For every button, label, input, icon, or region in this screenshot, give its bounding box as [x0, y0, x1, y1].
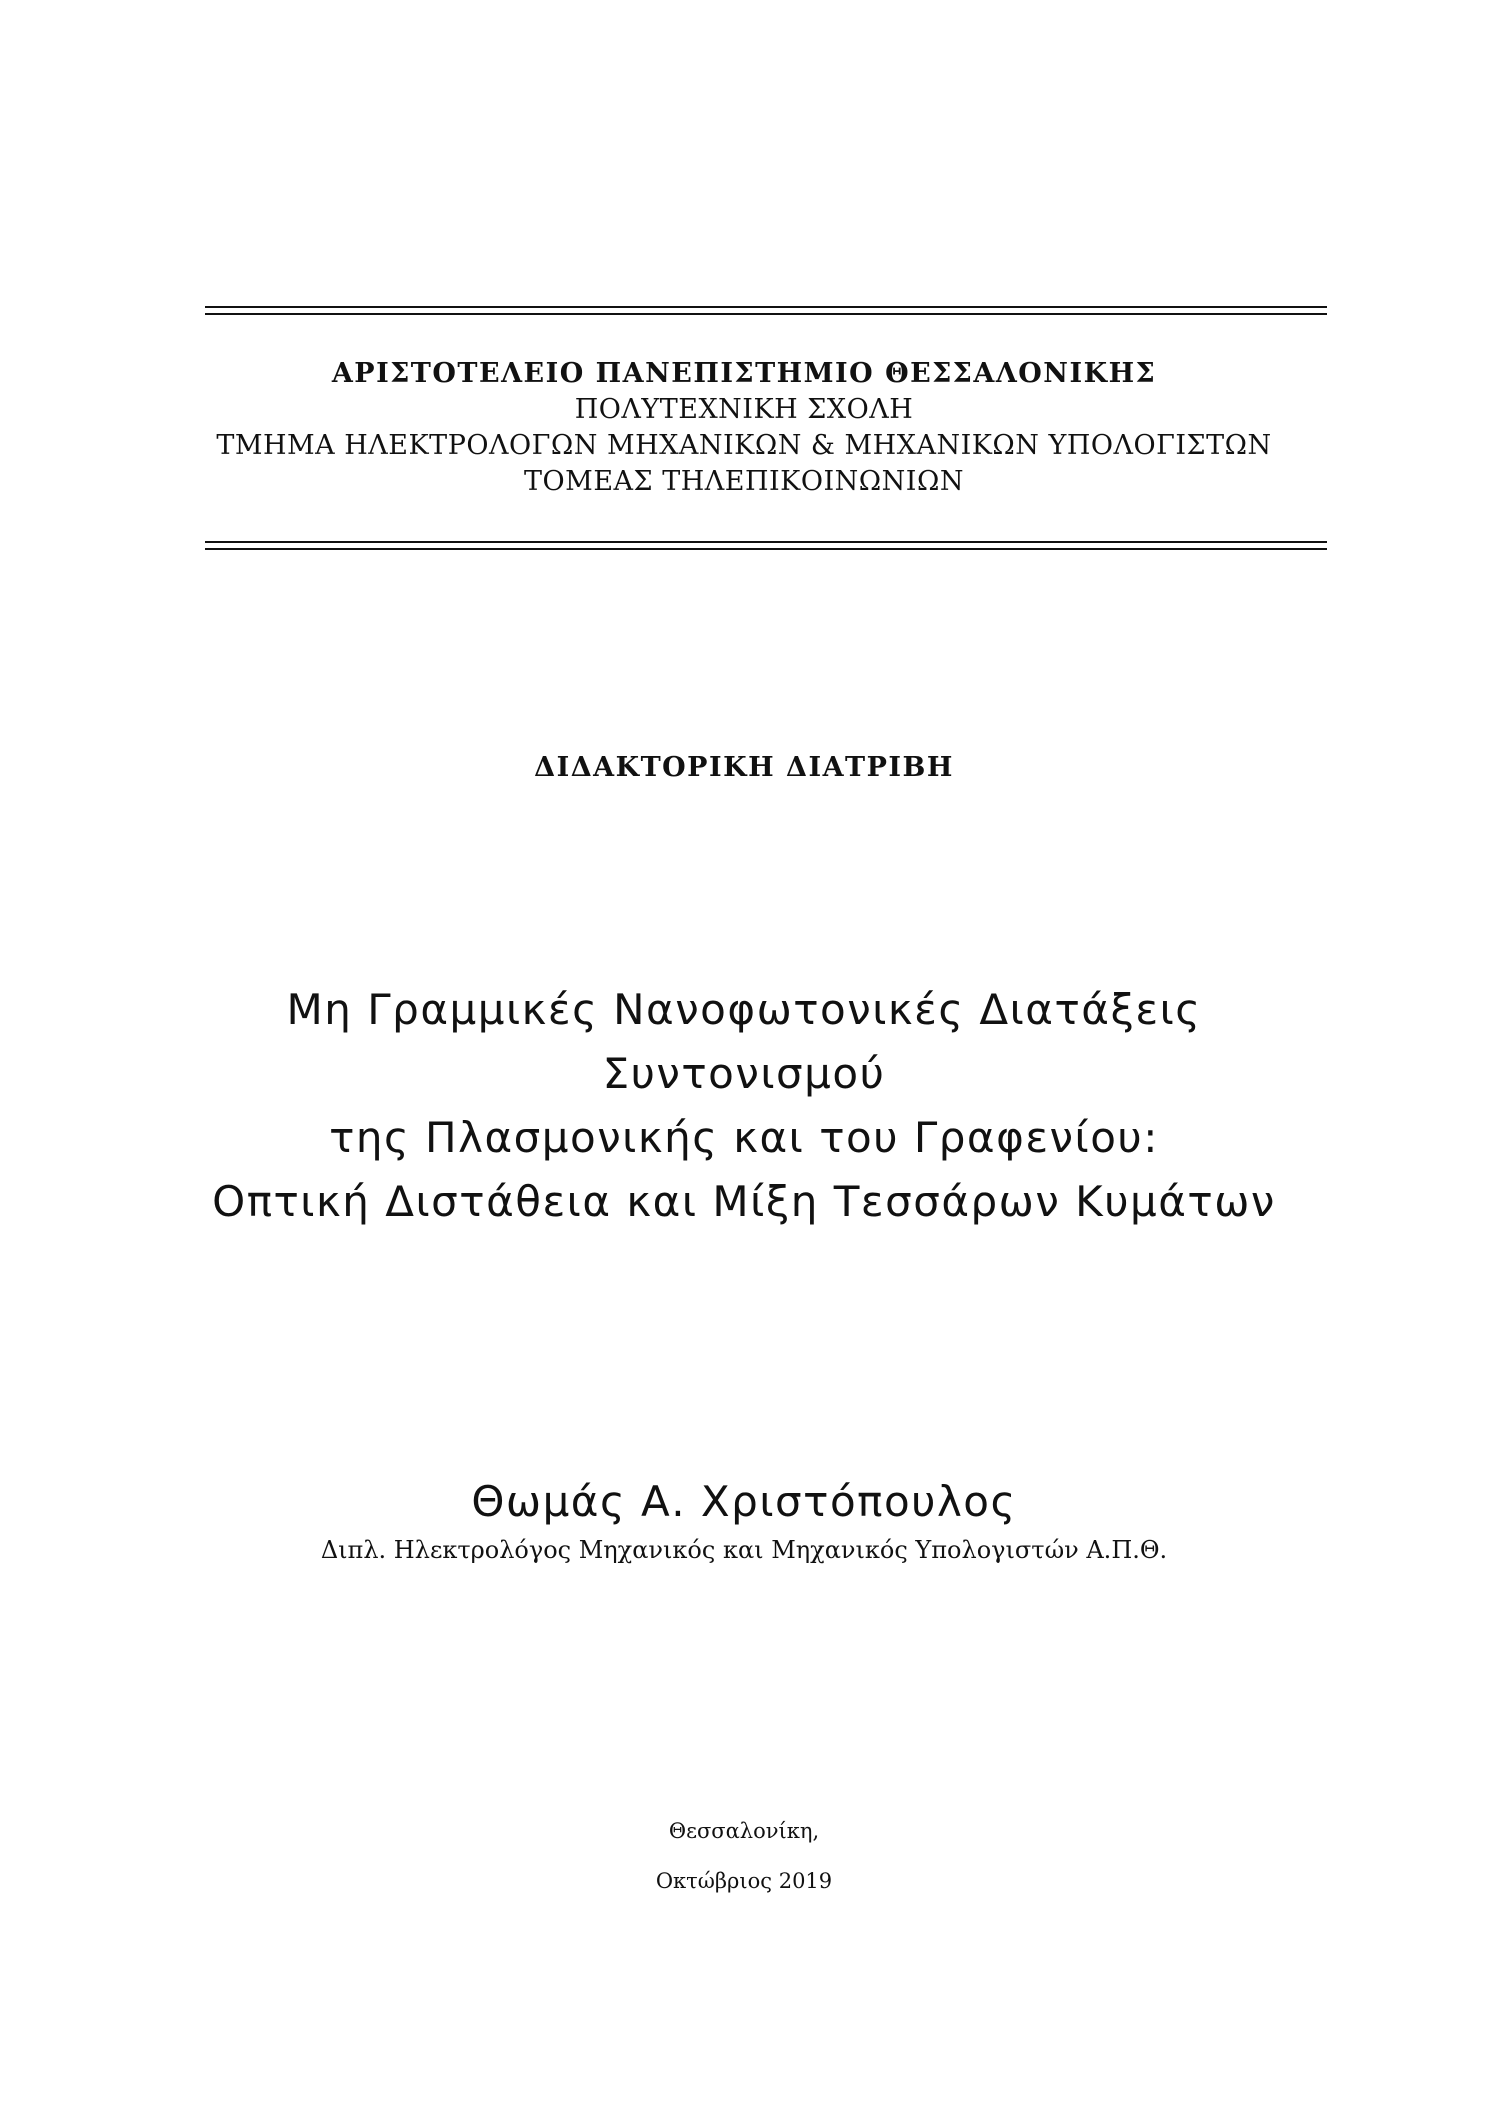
place-date-block	[0, 1806, 1488, 1906]
top-rule-upper	[205, 306, 1327, 308]
date: Οκτώβριος 2019	[655, 1869, 833, 1893]
title-line-3: της Πλασμονικής και του Γραφενίου:	[329, 1113, 1159, 1162]
title-line-2: Συντονισμού	[602, 1049, 886, 1098]
university-name: ΑΡΙΣΤΟΤΕΛΕΙΟ ΠΑΝΕΠΙΣΤΗΜΙΟ ΘΕΣΣΑΛΟΝΙΚΗΣ	[331, 358, 1157, 389]
bottom-rule-upper	[205, 541, 1327, 543]
author-degree-block	[0, 1530, 1488, 1570]
top-rule-lower	[205, 313, 1327, 315]
author-degree: Διπλ. Ηλεκτρολόγος Μηχανικός και Μηχανικός Υπολογιστών Α.Π.Θ.	[320, 1536, 1168, 1564]
author-name: Θωμάς Α. Χριστόπουλος	[471, 1477, 1017, 1526]
bottom-rule-lower	[205, 548, 1327, 550]
place: Θεσσαλονίκη,	[668, 1819, 820, 1843]
document-type-block	[0, 752, 1488, 783]
author-block	[0, 1474, 1488, 1530]
title-line-1: Μη Γραμμικές Νανοφωτονικές Διατάξεις	[286, 985, 1202, 1034]
thesis-title	[0, 978, 1488, 1234]
title-line-4: Οπτική Διστάθεια και Μίξη Τεσσάρων Κυμάτων	[212, 1177, 1276, 1226]
school-name: ΠΟΛΥΤΕΧΝΙΚΗ ΣΧΟΛΗ	[574, 394, 914, 425]
institution-header	[0, 356, 1488, 500]
department-name: ΤΜΗΜΑ ΗΛΕΚΤΡΟΛΟΓΩΝ ΜΗΧΑΝΙΚΩΝ & ΜΗΧΑΝΙΚΩΝ ΥΠΟΛΟΓΙΣΤΩΝ	[216, 430, 1272, 461]
document-type: ΔΙΔΑΚΤΟΡΙΚΗ ΔΙΑΤΡΙΒΗ	[534, 752, 954, 783]
division-name: ΤΟΜΕΑΣ ΤΗΛΕΠΙΚΟΙΝΩΝΙΩΝ	[524, 466, 964, 497]
